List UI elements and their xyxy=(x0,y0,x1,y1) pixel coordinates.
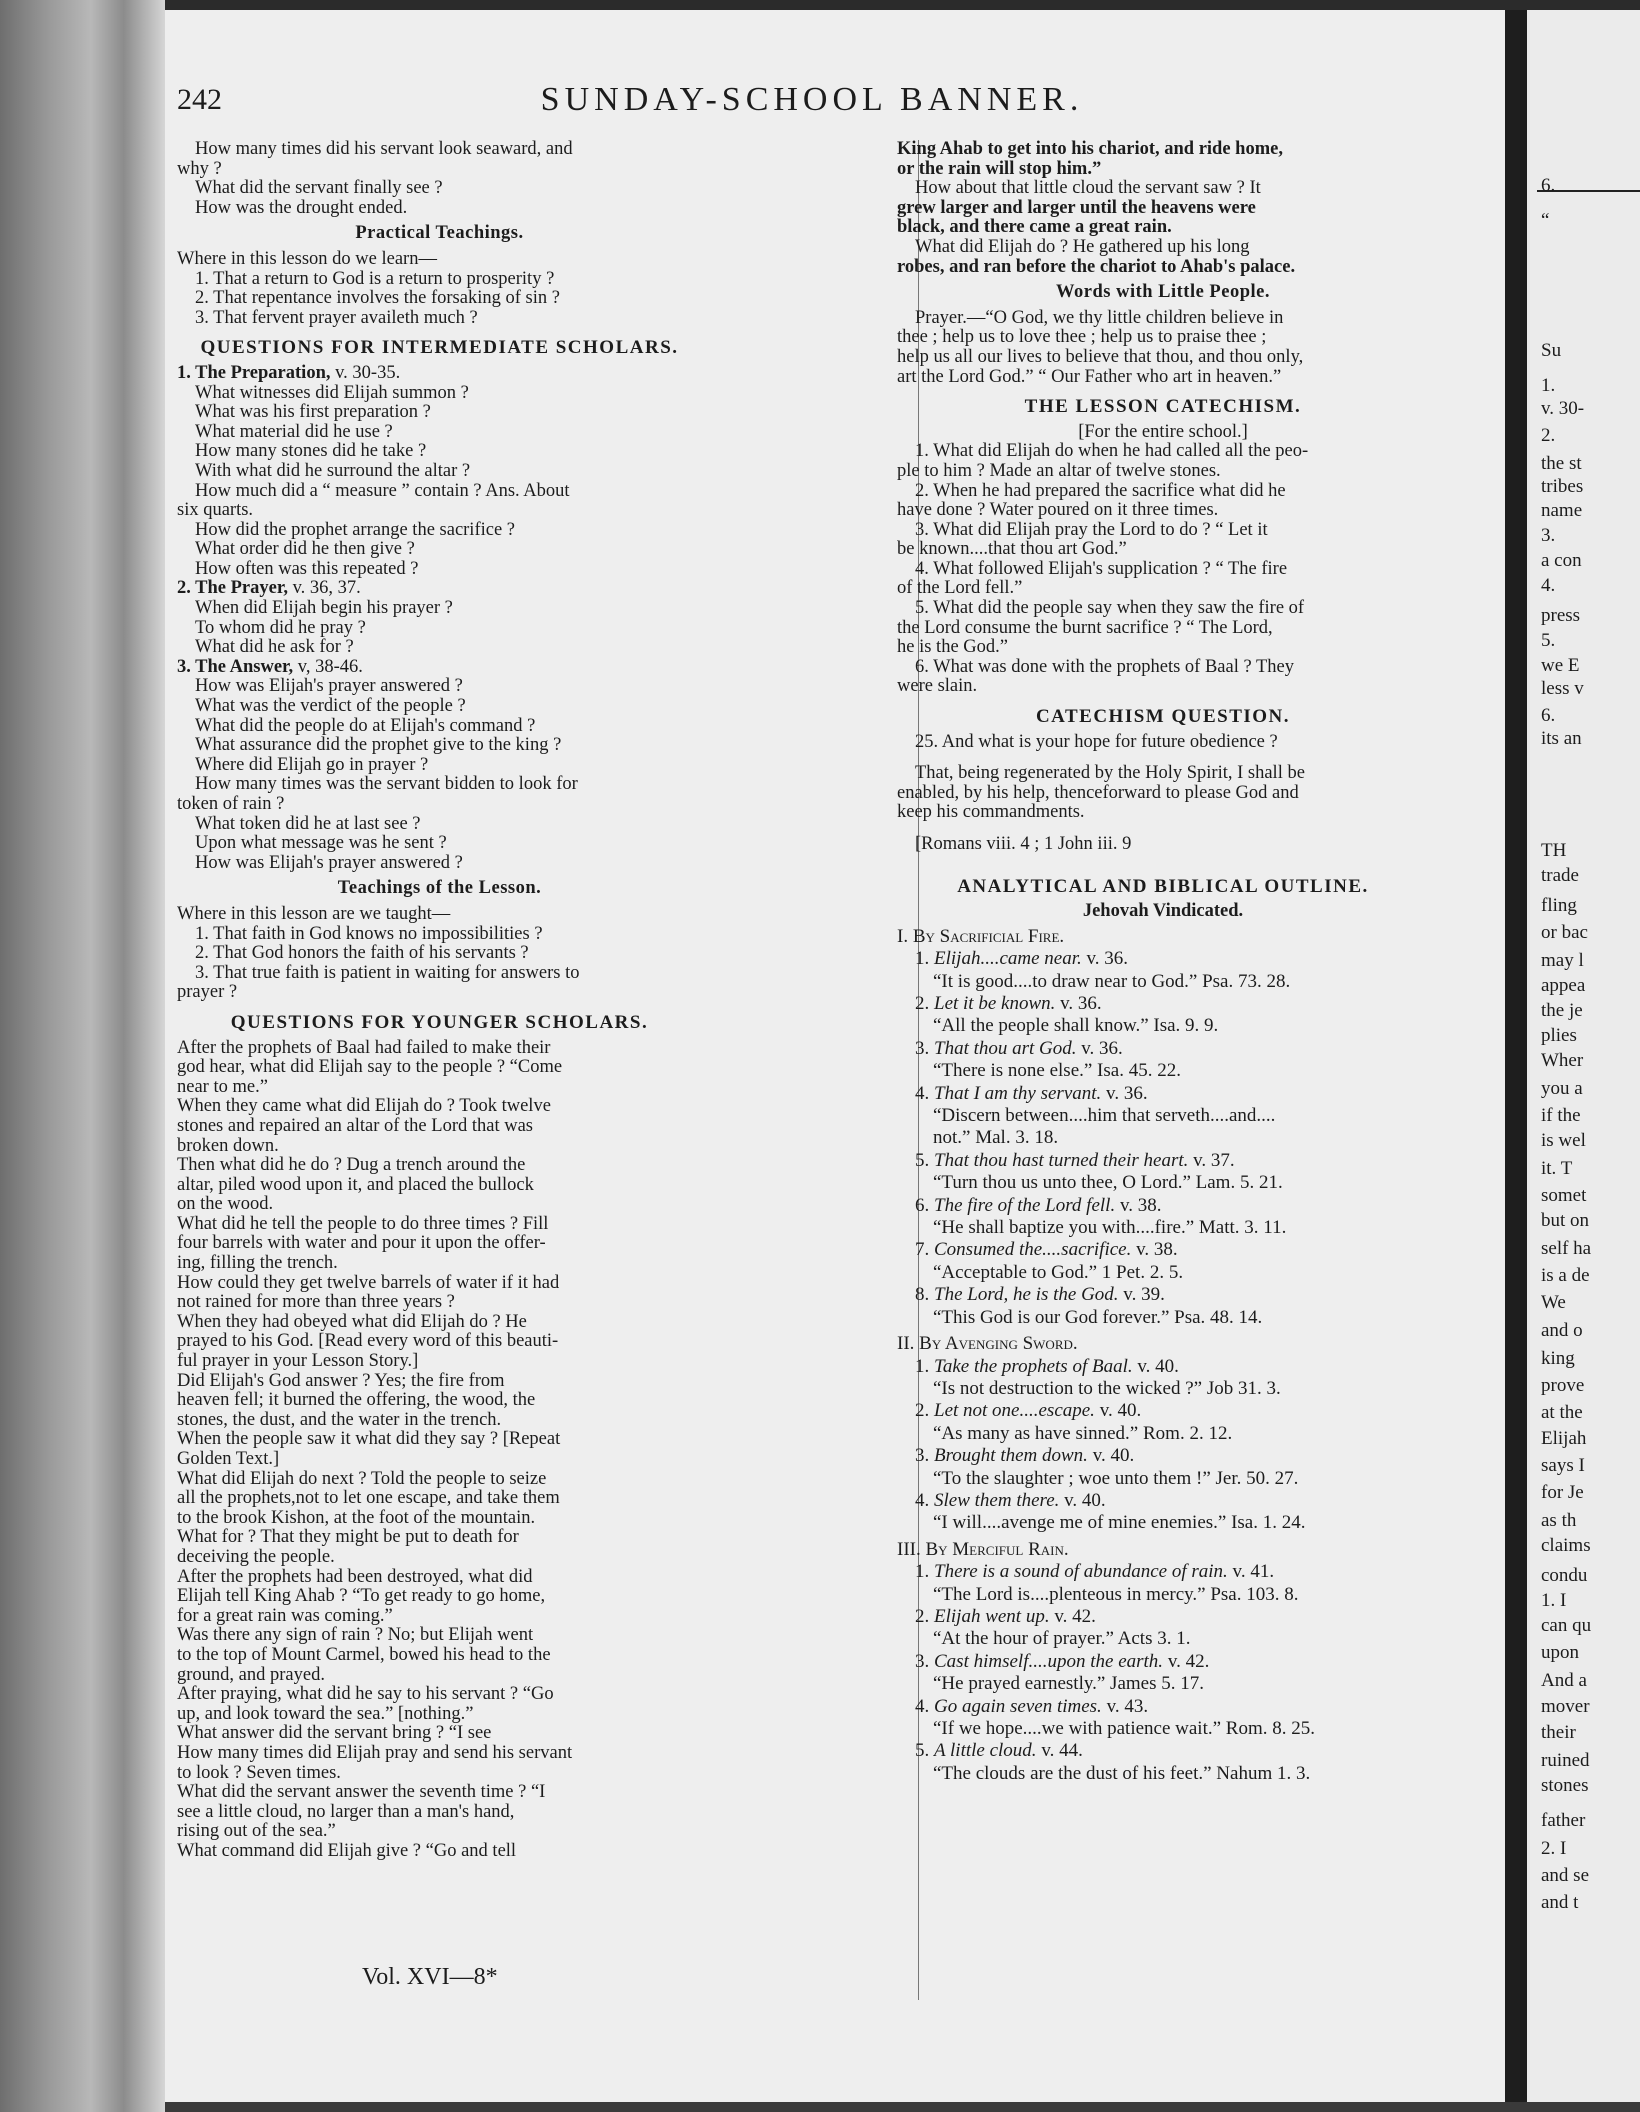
outline xyxy=(897,926,1429,1785)
text-line: on the wood. xyxy=(177,1195,274,1215)
text-line: What answer did the servant bring ? “I see xyxy=(177,1724,492,1744)
text-line: broken down. xyxy=(177,1136,279,1156)
item-phrase: There is a sound of abundance of rain. xyxy=(934,1561,1228,1583)
fragment-text: Wher xyxy=(1541,1050,1584,1071)
fragment-text: 4. xyxy=(1541,575,1556,596)
text-line: Where in this lesson do we learn— xyxy=(177,249,437,269)
fragment-text: Elijah xyxy=(1541,1428,1587,1449)
catechism-line: ple to him ? Made an altar of twelve stones. xyxy=(897,461,1221,481)
item-number: 5. xyxy=(915,1740,934,1762)
text-line: What command did Elijah give ? “Go and tell xyxy=(177,1841,517,1861)
catechism-line: 5. What did the people say when they saw the fire of xyxy=(915,599,1305,619)
text-line: altar, piled wood upon it, and placed the bullock xyxy=(177,1175,534,1195)
text-line: deceiving the people. xyxy=(177,1547,335,1567)
text-line: to the brook Kishon, at the foot of the mountain. xyxy=(177,1508,536,1528)
text-line: four barrels with water and pour it upon the offer- xyxy=(177,1234,546,1254)
cross-reference: “As many as have sinned.” Rom. 2. 12. xyxy=(933,1422,1233,1444)
text-line: King Ahab to get into his chariot, and ride home, xyxy=(897,140,1283,159)
text-line: ful prayer in your Lesson Story.] xyxy=(177,1352,419,1372)
item-phrase: Take the prophets of Baal. xyxy=(934,1355,1133,1377)
fragment-text: 3. xyxy=(1541,525,1556,546)
question: What did he ask for ? xyxy=(195,638,354,658)
fragment-text: is wel xyxy=(1541,1130,1586,1151)
question: Upon what message was he sent ? xyxy=(195,834,447,854)
fragment-text: plies xyxy=(1541,1025,1577,1046)
fragment-text: self ha xyxy=(1541,1238,1592,1259)
section-heading: Words with Little People. xyxy=(1056,282,1270,303)
item-phrase: The Lord, he is the God. xyxy=(934,1284,1119,1306)
question: How did the prophet arrange the sacrifice ? xyxy=(195,520,516,540)
outline-item xyxy=(897,1651,1429,1673)
fragment-text: as th xyxy=(1541,1510,1577,1531)
question: What was his first preparation ? xyxy=(195,403,431,423)
item-number: 3. xyxy=(915,1445,934,1467)
fragment-text: 2. xyxy=(1541,425,1556,446)
right-column xyxy=(897,140,1429,1785)
cross-reference: “Is not destruction to the wicked ?” Job 31. 3. xyxy=(933,1377,1281,1399)
item-phrase: That thou hast turned their heart. xyxy=(934,1149,1189,1171)
item-number: 2. xyxy=(915,1605,934,1627)
item-phrase: The fire of the Lord fell. xyxy=(934,1194,1116,1216)
outline-item xyxy=(897,1740,1429,1762)
verse-ref: v. 37. xyxy=(1188,1149,1235,1171)
text-line: When the people saw it what did they say ? [Repeat xyxy=(177,1430,561,1450)
fragment-text: We xyxy=(1541,1292,1566,1313)
fragment-text: condu xyxy=(1541,1565,1588,1586)
verse-ref: v. 42. xyxy=(1049,1605,1096,1627)
text-line: After praying, what did he say to his servant ? “Go xyxy=(177,1685,554,1705)
outline-section: II. By Avenging Sword. xyxy=(897,1333,1078,1355)
fragment-text: 2. I xyxy=(1541,1838,1567,1859)
fragment-text: you a xyxy=(1541,1078,1583,1099)
fragment-text: a con xyxy=(1541,550,1582,571)
section-heading: QUESTIONS FOR YOUNGER SCHOLARS. xyxy=(230,1011,649,1033)
fragment-text: father xyxy=(1541,1810,1586,1831)
outline-section: III. By Merciful Rain. xyxy=(897,1538,1069,1560)
fragment-text: and t xyxy=(1541,1892,1579,1913)
prayer-line: art the Lord God.” “ Our Father who art in heaven.” xyxy=(897,367,1282,387)
outline-item xyxy=(897,1445,1429,1467)
fragment-text: 1. xyxy=(1541,375,1556,396)
question: When did Elijah begin his prayer ? xyxy=(195,599,453,619)
cross-reference: “Acceptable to God.” 1 Pet. 2. 5. xyxy=(933,1261,1184,1283)
fragment-text: 6. xyxy=(1541,705,1556,726)
answer-line: keep his commandments. xyxy=(897,803,1085,823)
volume-mark: Vol. XVI—8* xyxy=(362,1964,498,1990)
prayer-line: thee ; help us to love thee ; help us to praise thee ; xyxy=(897,328,1267,348)
text-line: Elijah tell King Ahab ? “To get ready to go home, xyxy=(177,1587,546,1607)
text-line: Then what did he do ? Dug a trench around the xyxy=(177,1156,526,1176)
text-line: up, and look toward the sea.” [nothing.” xyxy=(177,1704,474,1724)
catechism-line: 4. What followed Elijah's supplication ? “ The fire xyxy=(915,559,1288,579)
fragment-text: less v xyxy=(1541,678,1584,699)
section-heading: QUESTIONS FOR INTERMEDIATE SCHOLARS. xyxy=(200,337,679,359)
item-phrase: Cast himself....upon the earth. xyxy=(934,1650,1164,1672)
catechism-line: he is the God.” xyxy=(897,638,1008,658)
item-number: 1. xyxy=(915,948,934,970)
text-line: to look ? Seven times. xyxy=(177,1763,341,1783)
text-line: or the rain will stop him.” xyxy=(897,159,1102,179)
cross-reference: “The clouds are the dust of his feet.” Nahum 1. 3. xyxy=(933,1762,1311,1784)
prayer-line: Prayer.—“O God, we thy little children believe in xyxy=(915,308,1284,328)
fragment-text: at the xyxy=(1541,1402,1583,1423)
verse-ref: v. 30-35. xyxy=(330,363,401,383)
question: token of rain ? xyxy=(177,795,285,814)
text-line: What did he tell the people to do three times ? Fill xyxy=(177,1214,549,1234)
verse-ref: v. 40. xyxy=(1094,1400,1142,1422)
fragment-text: 5. xyxy=(1541,630,1556,651)
outline-item xyxy=(897,1150,1429,1172)
list-item: 3. That fervent prayer availeth much ? xyxy=(195,308,478,328)
item-number: 1. xyxy=(915,1355,934,1377)
verse-ref: v. 36. xyxy=(1076,1037,1123,1059)
outline-item xyxy=(897,1284,1429,1306)
text-line: What did the servant finally see ? xyxy=(195,179,443,199)
text-line: What for ? That they might be put to death for xyxy=(177,1528,519,1548)
item-phrase: Let it be known. xyxy=(934,993,1056,1014)
text-line: robes, and ran before the chariot to Ahab's palace. xyxy=(897,257,1296,277)
text-line: see a little cloud, no larger than a man's hand, xyxy=(177,1802,515,1822)
fragment-text: somet xyxy=(1541,1185,1587,1206)
text-line: heaven fell; it burned the offering, the wood, the xyxy=(177,1391,536,1411)
fragment-text: press xyxy=(1541,605,1581,626)
fragment-text: tribes xyxy=(1541,476,1584,497)
fragment-text: but on xyxy=(1541,1210,1590,1231)
left-column xyxy=(177,140,702,1970)
next-page-fragment xyxy=(1527,10,1640,2102)
cross-reference: “All the people shall know.” Isa. 9. 9. xyxy=(933,1015,1219,1037)
question: What was the verdict of the people ? xyxy=(195,697,466,717)
item-phrase: Go again seven times. xyxy=(934,1695,1102,1717)
question: Where did Elijah go in prayer ? xyxy=(195,755,429,775)
item-number: 4. xyxy=(915,1695,934,1717)
item-phrase: Elijah went up. xyxy=(934,1605,1050,1627)
section-subtitle: [For the entire school.] xyxy=(1078,421,1248,442)
fragment-text: their xyxy=(1541,1722,1576,1743)
item-number: 3. xyxy=(915,1650,934,1672)
verse-ref: v. 38. xyxy=(1115,1194,1162,1216)
fragment-text: the je xyxy=(1541,1000,1583,1021)
question: How many times was the servant bidden to look for xyxy=(195,775,578,795)
subsection-title: 3. The Answer, xyxy=(177,657,294,677)
section-heading: Teachings of the Lesson. xyxy=(337,878,542,899)
running-head xyxy=(177,75,1447,125)
fragment-text: trade xyxy=(1541,865,1579,886)
catechism-line: 2. When he had prepared the sacrifice what did he xyxy=(915,481,1286,501)
cross-reference: not.” Mal. 3. 18. xyxy=(933,1127,1059,1149)
younger-questions xyxy=(177,1039,702,1862)
text-line: What did Elijah do next ? Told the people to seize xyxy=(177,1469,547,1489)
item-number: 1. xyxy=(915,1561,934,1583)
item-phrase: A little cloud. xyxy=(934,1740,1037,1762)
item-phrase: Let not one....escape. xyxy=(934,1400,1095,1422)
cross-reference: “I will....avenge me of mine enemies.” Isa. 1. 24. xyxy=(933,1512,1306,1534)
fragment-text: if the xyxy=(1541,1105,1581,1126)
cross-reference: “This God is our God forever.” Psa. 48. 14. xyxy=(933,1306,1263,1328)
list-item: 1. That a return to God is a return to prosperity ? xyxy=(195,269,555,289)
question: What token did he at last see ? xyxy=(195,814,421,834)
cross-reference: “He shall baptize you with....fire.” Matt. 3. 11. xyxy=(933,1217,1287,1239)
list-item: 3. That true faith is patient in waiting for answers to xyxy=(195,963,580,983)
text-line: rising out of the sea.” xyxy=(177,1822,336,1842)
outline-item xyxy=(897,1696,1429,1718)
scripture-refs: [Romans viii. 4 ; 1 John iii. 9 xyxy=(915,835,1132,854)
text-line: How was the drought ended. xyxy=(195,198,408,218)
text-line: Was there any sign of rain ? No; but Elijah went xyxy=(177,1626,534,1646)
fragment-text: says I xyxy=(1541,1455,1585,1476)
list-item: prayer ? xyxy=(177,983,238,1003)
prayer-line: help us all our lives to believe that thou, and thou only, xyxy=(897,347,1304,367)
cross-reference: “He prayed earnestly.” James 5. 17. xyxy=(933,1673,1204,1695)
cross-reference: “If we hope....we with patience wait.” Rom. 8. 25. xyxy=(933,1718,1315,1739)
cross-reference: “The Lord is....plenteous in mercy.” Psa. 103. 8. xyxy=(933,1583,1299,1605)
fragment-text: or bac xyxy=(1541,922,1588,943)
fragment-text: claims xyxy=(1541,1535,1591,1556)
outline-item xyxy=(897,1400,1429,1422)
text-line: What did the servant answer the seventh time ? “I xyxy=(177,1783,546,1803)
outline-item xyxy=(897,993,1429,1015)
question: How many stones did he take ? xyxy=(195,442,427,462)
item-phrase: Consumed the....sacrifice. xyxy=(934,1239,1132,1261)
item-number: 4. xyxy=(915,1489,934,1511)
fragment-text: name xyxy=(1541,500,1583,521)
catechism-line: have done ? Water poured on it three times. xyxy=(897,501,1219,521)
verse-ref: v. 40. xyxy=(1059,1489,1106,1511)
cross-reference: “It is good....to draw near to God.” Psa. 73. 28. xyxy=(933,970,1291,992)
verse-ref: v, 38-46. xyxy=(293,657,363,677)
question: six quarts. xyxy=(177,501,254,521)
fragment-text: its an xyxy=(1541,728,1582,749)
item-phrase: Brought them down. xyxy=(934,1445,1088,1467)
outline-item xyxy=(897,1490,1429,1512)
text-line: not rained for more than three years ? xyxy=(177,1293,455,1313)
section-heading: THE LESSON CATECHISM. xyxy=(1024,396,1302,418)
fragment-text: And a xyxy=(1541,1670,1587,1691)
question: How was Elijah's prayer answered ? xyxy=(195,677,463,697)
fragment-text: the st xyxy=(1541,453,1582,474)
verse-ref: v. 36. xyxy=(1101,1082,1148,1104)
verse-ref: v. 40. xyxy=(1087,1445,1135,1467)
outline-item xyxy=(897,1239,1429,1261)
item-number: 3. xyxy=(915,1037,934,1059)
outline-item xyxy=(897,1038,1429,1060)
fragment-text: appea xyxy=(1541,975,1586,996)
running-title: SUNDAY-SCHOOL BANNER. xyxy=(540,81,1084,118)
page-gutter xyxy=(1505,10,1527,2102)
outline-item xyxy=(897,1083,1429,1105)
fragment-text: TH xyxy=(1541,840,1567,861)
fragment-text: v. 30- xyxy=(1541,398,1585,419)
fragment-text: mover xyxy=(1541,1696,1590,1717)
text-line: near to me.” xyxy=(177,1077,268,1097)
fragment-text: it. T xyxy=(1541,1158,1573,1179)
catechism-line: of the Lord fell.” xyxy=(897,579,1023,599)
fragment-text: 6. xyxy=(1541,175,1556,196)
catechism xyxy=(897,442,1429,697)
item-phrase: That I am thy servant. xyxy=(934,1082,1102,1104)
outline-item xyxy=(897,1606,1429,1628)
item-number: 2. xyxy=(915,1400,934,1422)
cross-reference: “To the slaughter ; woe unto them !” Jer. 50. 27. xyxy=(933,1467,1299,1489)
item-number: 7. xyxy=(915,1239,934,1261)
text-line: How about that little cloud the servant saw ? It xyxy=(915,179,1261,199)
catechism-line: the Lord consume the burnt sacrifice ? “ The Lord, xyxy=(897,618,1273,638)
item-number: 4. xyxy=(915,1082,934,1104)
answer-line: enabled, by his help, thenceforward to please God and xyxy=(897,783,1299,803)
text-line: god hear, what did Elijah say to the people ? “Come xyxy=(177,1058,563,1078)
text-line: How could they get twelve barrels of water if it had xyxy=(177,1273,560,1293)
scan-edge xyxy=(0,0,1640,10)
fragment-text: can qu xyxy=(1541,1615,1592,1636)
verse-ref: v. 42. xyxy=(1163,1650,1210,1672)
text-line: prayed to his God. [Read every word of this beauti- xyxy=(177,1332,559,1352)
answer-line: That, being regenerated by the Holy Spirit, I shall be xyxy=(915,764,1305,784)
page-number: 242 xyxy=(177,83,222,116)
catechism-question: 25. And what is your hope for future obedience ? xyxy=(915,732,1278,752)
subsection-title: 1. The Preparation, xyxy=(177,363,331,383)
question: What assurance did the prophet give to the king ? xyxy=(195,736,562,756)
list-item: 2. That repentance involves the forsaking of sin ? xyxy=(195,289,560,309)
question: What witnesses did Elijah summon ? xyxy=(195,383,469,403)
verse-ref: v. 43. xyxy=(1101,1695,1149,1717)
cross-reference: “Discern between....him that serveth....and.... xyxy=(933,1105,1276,1127)
catechism-line: 6. What was done with the prophets of Baal ? They xyxy=(915,657,1294,677)
catechism-line: 1. What did Elijah do when he had called all the peo- xyxy=(915,442,1309,462)
text-line: grew larger and larger until the heavens were xyxy=(897,198,1256,218)
question: To whom did he pray ? xyxy=(195,618,366,638)
text-line: After the prophets had been destroyed, what did xyxy=(177,1567,533,1587)
fragment-text: we E xyxy=(1541,655,1580,676)
fragment-text: and o xyxy=(1541,1320,1583,1341)
question: How often was this repeated ? xyxy=(195,559,419,579)
cross-reference: “At the hour of prayer.” Acts 3. 1. xyxy=(933,1628,1191,1650)
verse-ref: v. 40. xyxy=(1132,1355,1179,1377)
text-line: to the top of Mount Carmel, bowed his head to the xyxy=(177,1645,551,1665)
fragment-text: upon xyxy=(1541,1642,1579,1663)
text-line: why ? xyxy=(177,159,222,179)
cross-reference: “Turn thou us unto thee, O Lord.” Lam. 5. 21. xyxy=(933,1172,1283,1194)
fragment-text: for Je xyxy=(1541,1482,1584,1503)
fragment-text: is a de xyxy=(1541,1265,1590,1286)
outline-section: I. By Sacrificial Fire. xyxy=(897,925,1065,947)
fragment-text: stones xyxy=(1541,1775,1589,1796)
section-heading: CATECHISM QUESTION. xyxy=(1035,706,1291,728)
text-line: ing, filling the trench. xyxy=(177,1254,338,1274)
question: With what did he surround the altar ? xyxy=(195,461,471,481)
question: What did the people do at Elijah's command ? xyxy=(195,716,536,736)
text-line: How many times did his servant look seaward, and xyxy=(195,140,573,159)
text-line: After the prophets of Baal had failed to make their xyxy=(177,1038,551,1058)
fragment-text: prove xyxy=(1541,1375,1585,1396)
fragment-text: Su xyxy=(1541,340,1562,361)
text-line: Did Elijah's God answer ? Yes; the fire from xyxy=(177,1371,505,1391)
outline-item xyxy=(897,948,1429,970)
list-item: 1. That faith in God knows no impossibilities ? xyxy=(195,924,543,944)
item-number: 2. xyxy=(915,993,934,1014)
text-line: black, and there came a great rain. xyxy=(897,218,1172,238)
fragment-text: 1. I xyxy=(1541,1590,1567,1611)
fragment-text: may l xyxy=(1541,950,1584,971)
subsection-title: 2. The Prayer, xyxy=(177,579,288,599)
item-phrase: Elijah....came near. xyxy=(934,948,1082,970)
text-line: When they came what did Elijah do ? Took twelve xyxy=(177,1097,551,1117)
outline-item xyxy=(897,1195,1429,1217)
item-number: 6. xyxy=(915,1194,934,1216)
cross-reference: “There is none else.” Isa. 45. 22. xyxy=(933,1060,1181,1082)
fragment-text: and se xyxy=(1541,1865,1590,1886)
section-heading: ANALYTICAL AND BIBLICAL OUTLINE. xyxy=(957,875,1369,897)
fragment-text: ruined xyxy=(1541,1750,1590,1771)
outline-item xyxy=(897,1561,1429,1583)
verse-ref: v. 44. xyxy=(1036,1740,1083,1762)
item-number: 8. xyxy=(915,1284,934,1306)
text-line: When they had obeyed what did Elijah do ? He xyxy=(177,1312,527,1332)
item-phrase: That thou art God. xyxy=(934,1037,1077,1059)
verse-ref: v. 39. xyxy=(1118,1284,1165,1306)
catechism-line: were slain. xyxy=(897,677,978,697)
question: What material did he use ? xyxy=(195,422,393,442)
fragment-text: “ xyxy=(1541,210,1550,231)
book-spine xyxy=(0,0,165,2112)
text-line: stones and repaired an altar of the Lord that was xyxy=(177,1116,533,1136)
verse-ref: v. 36, 37. xyxy=(288,579,361,599)
text-line: How many times did Elijah pray and send his servant xyxy=(177,1743,573,1763)
item-number: 5. xyxy=(915,1149,934,1171)
text-line: stones, the dust, and the water in the trench. xyxy=(177,1410,502,1430)
catechism-line: 3. What did Elijah pray the Lord to do ? “ Let it xyxy=(915,520,1268,540)
text-line: all the prophets,not to let one escape, and take them xyxy=(177,1489,560,1509)
outline-item xyxy=(897,1356,1429,1378)
list-item: 2. That God honors the faith of his servants ? xyxy=(195,944,529,964)
text-line: Where in this lesson are we taught— xyxy=(177,904,451,924)
verse-ref: v. 41. xyxy=(1227,1561,1275,1583)
text-line: Golden Text.] xyxy=(177,1450,280,1469)
question: How was Elijah's prayer answered ? xyxy=(195,853,463,873)
text-line: ground, and prayed. xyxy=(177,1665,325,1685)
fragment-text: king xyxy=(1541,1348,1575,1369)
section-heading: Practical Teachings. xyxy=(355,223,524,244)
text-line: What did Elijah do ? He gathered up his long xyxy=(915,237,1250,257)
question: What order did he then give ? xyxy=(195,540,415,560)
verse-ref: v. 38. xyxy=(1131,1239,1178,1261)
verse-ref: v. 36. xyxy=(1081,948,1129,970)
section-subtitle: Jehovah Vindicated. xyxy=(1082,901,1244,922)
catechism-line: be known....that thou art God.” xyxy=(897,540,1127,560)
verse-ref: v. 36. xyxy=(1055,993,1102,1014)
question: How much did a “ measure ” contain ? Ans. About xyxy=(195,481,570,501)
text-line: for a great rain was coming.” xyxy=(177,1606,393,1626)
fragment-text: fling xyxy=(1541,895,1577,916)
item-phrase: Slew them there. xyxy=(934,1489,1060,1511)
